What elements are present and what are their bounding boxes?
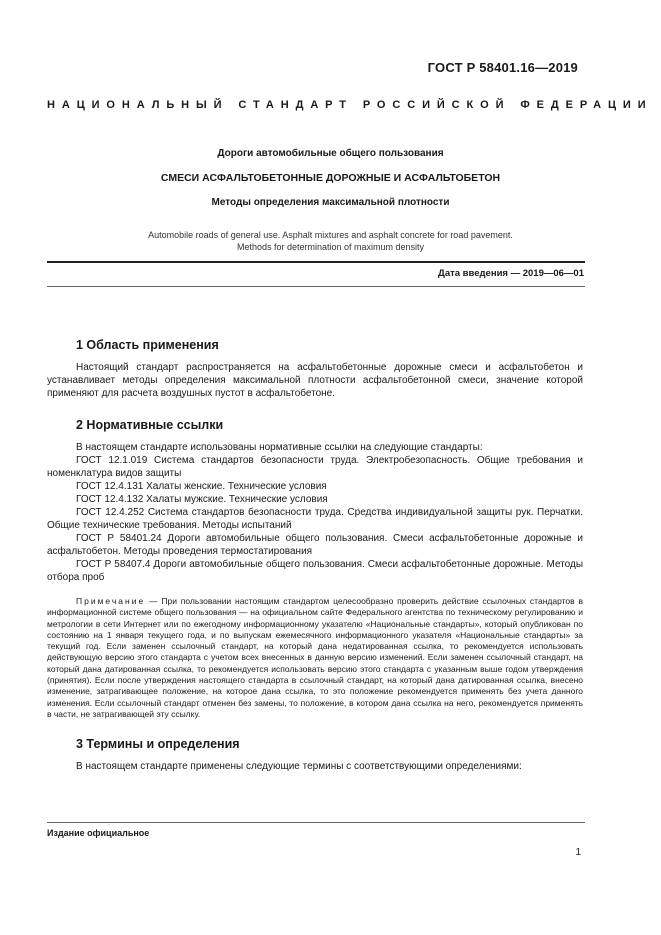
title-line-1: Дороги автомобильные общего пользования	[217, 148, 444, 159]
section-3-text	[47, 760, 583, 773]
section-1-paragraph: Настоящий стандарт распространяется на асфальтобетонные дорожные смеси и асфальтобетон и устанавливает методы определения максимальной плотности асфальтобетонной смеси, значение которой применяют для расчета воздушных пустот в асфальтобетоне.	[47, 362, 583, 399]
edition-label: Издание официальное	[47, 828, 150, 838]
reference-item: ГОСТ 12.1.019 Система стандартов безопасности труда. Электробезопасность. Общие требования и номенклатура видов защиты	[47, 455, 583, 479]
section-1-heading: 1 Область применения	[76, 338, 219, 352]
page-number: 1	[575, 847, 581, 858]
reference-item: ГОСТ 12.4.131 Халаты женские. Технические условия	[76, 481, 327, 492]
section-2-heading: 2 Нормативные ссылки	[76, 418, 224, 432]
note-text: — При пользовании настоящим стандартом целесообразно проверить действие ссылочных стандартов в информационной системе общего пользования — на официальном сайте Федерального агентства по техническому регулированию и метрологии в сети Интернет или по ежегодному информационному указателю «Национальные стандарты», который опубликован по состоянию на 1 января текущего года, и по выпускам ежемесячного информационного указателя «Национальные стандарты» за текущий год. Если заменен ссылочный стандарт, на который дана недатированная ссылка, то рекомендуется использовать действующую версию этого стандарта с учетом всех внесенных в данную версию изменений. Если заменен ссылочный стандарт, на который дана датированная ссылка, то рекомендуется использовать версию этого стандарта с указанным выше годом утверждения (принятия). Если после утверждения настоящего стандарта в ссылочный стандарт, на который дана датированная ссылка, внесено изменение, затрагивающее положение, на которое дана ссылка, то это положение рекомендуется применять без учета данного изменения. Если ссылочный стандарт отменен без замены, то положение, в котором дана ссылка на него, рекомендуется применять в части, не затрагивающей эту ссылку.	[47, 596, 583, 719]
english-title-line-2: Methods for determination of maximum density	[236, 242, 425, 252]
introduction-date: Дата введения — 2019—06—01	[438, 268, 584, 279]
reference-item: ГОСТ Р 58407.4 Дороги автомобильные общего пользования. Смеси асфальтобетонные дорожные. Методы отбора проб	[47, 559, 583, 583]
english-title-line-1: Automobile roads of general use. Asphalt mixtures and asphalt concrete for road pavement.	[148, 230, 513, 240]
title-divider	[47, 261, 585, 263]
date-divider	[47, 286, 585, 287]
title-line-2: СМЕСИ АСФАЛЬТОБЕТОННЫЕ ДОРОЖНЫЕ И АСФАЛЬТОБЕТОН	[160, 172, 501, 184]
national-standard-heading: НАЦИОНАЛЬНЫЙ СТАНДАРТ РОССИЙСКОЙ ФЕДЕРАЦИИ	[47, 99, 653, 111]
section-2-references	[47, 441, 583, 584]
section-2-intro: В настоящем стандарте использованы нормативные ссылки на следующие стандарты:	[76, 442, 483, 453]
document-number: ГОСТ Р 58401.16—2019	[427, 60, 578, 75]
english-title	[0, 229, 661, 253]
reference-item: ГОСТ 12.4.252 Система стандартов безопасности труда. Средства индивидуальной защиты рук. Перчатки. Общие технические требования. Методы испытаний	[47, 507, 583, 531]
section-3-paragraph: В настоящем стандарте применены следующие термины с соответствующими определениями:	[76, 761, 522, 772]
section-3-heading: 3 Термины и определения	[76, 737, 240, 751]
reference-item: ГОСТ 12.4.132 Халаты мужские. Технические условия	[76, 494, 328, 505]
title-line-3: Методы определения максимальной плотности	[211, 197, 450, 208]
footer-divider	[47, 822, 585, 823]
note-label: Примечание	[76, 596, 146, 606]
section-1-text	[47, 361, 583, 400]
section-2-note	[47, 596, 583, 720]
reference-item: ГОСТ Р 58401.24 Дороги автомобильные общего пользования. Смеси асфальтобетонные дорожные и асфальтобетон. Методы проведения термостатирования	[47, 533, 583, 557]
